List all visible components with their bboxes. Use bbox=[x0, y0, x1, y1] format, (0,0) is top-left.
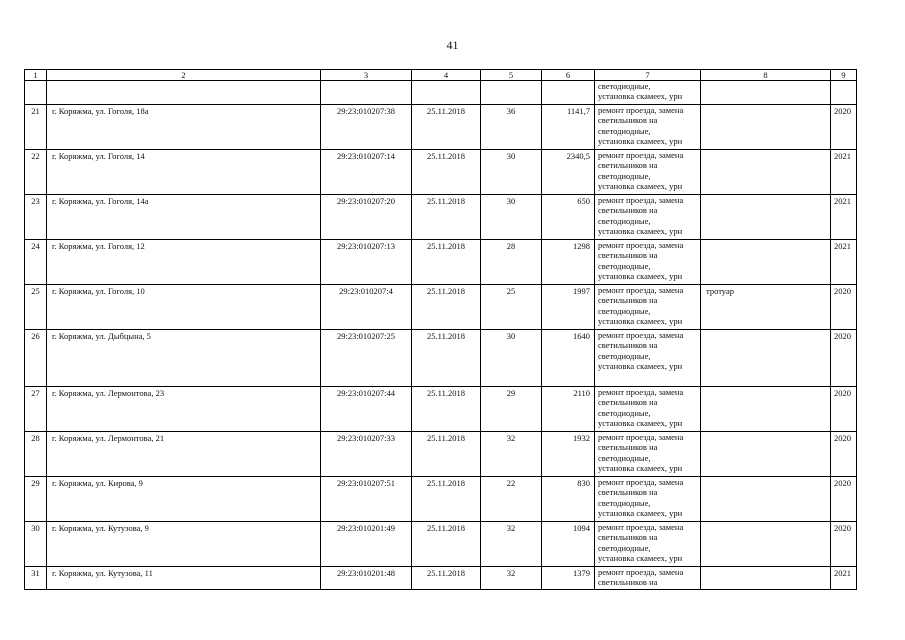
works-cell bbox=[595, 105, 701, 150]
table-row bbox=[25, 522, 857, 567]
works-cell bbox=[595, 150, 701, 195]
works-line: установка скамеех, урн bbox=[598, 507, 683, 518]
works-cell bbox=[595, 387, 701, 432]
column8-cell bbox=[701, 432, 831, 477]
row-number: 30 bbox=[25, 522, 47, 567]
column6-cell: 1932 bbox=[542, 432, 595, 477]
table-row bbox=[25, 432, 857, 477]
address-cell: г. Коряжма, ул. Гоголя, 18а bbox=[47, 105, 321, 150]
works-line: светильников на bbox=[598, 397, 658, 408]
address-cell: г. Коряжма, ул. Лермонтова, 21 bbox=[47, 432, 321, 477]
column8-cell bbox=[701, 522, 831, 567]
works-line: светильников на bbox=[598, 115, 658, 126]
cadastral-number-cell: 29:23:010201:49 bbox=[321, 522, 412, 567]
works-line: установка скамеех, урн bbox=[598, 360, 683, 371]
year-cell bbox=[831, 81, 857, 105]
cadastral-number-cell: 29:23:010207:13 bbox=[321, 240, 412, 285]
year-cell: 2020 bbox=[831, 285, 857, 330]
table-row bbox=[25, 477, 857, 522]
column5-cell: 22 bbox=[481, 477, 542, 522]
works-line: светильников на bbox=[598, 295, 658, 306]
column-header: 8 bbox=[701, 70, 831, 81]
works-line: светильников на bbox=[598, 205, 658, 216]
works-cell bbox=[595, 432, 701, 477]
table-row bbox=[25, 567, 857, 590]
year-cell: 2021 bbox=[831, 567, 857, 590]
cadastral-number-cell: 29:23:010207:38 bbox=[321, 105, 412, 150]
column6-cell: 830 bbox=[542, 477, 595, 522]
column8-cell bbox=[701, 105, 831, 150]
works-line: светодиодные, bbox=[598, 260, 651, 271]
date-cell: 25.11.2018 bbox=[412, 105, 481, 150]
column-header: 6 bbox=[542, 70, 595, 81]
row-number: 22 bbox=[25, 150, 47, 195]
cadastral-number-cell: 29:23:010207:25 bbox=[321, 330, 412, 387]
column8-cell: тротуар bbox=[701, 285, 831, 330]
works-line: ремонт проезда, замена bbox=[598, 387, 684, 397]
column5-cell: 32 bbox=[481, 522, 542, 567]
row-number: 23 bbox=[25, 195, 47, 240]
works-line: установка скамеех, урн bbox=[598, 180, 683, 191]
works-line: ремонт проезда, замена bbox=[598, 285, 684, 295]
works-line: ремонт проезда, замена bbox=[598, 567, 684, 577]
year-cell: 2021 bbox=[831, 240, 857, 285]
works-cell bbox=[595, 567, 701, 590]
works-cell bbox=[595, 285, 701, 330]
column6-cell: 650 bbox=[542, 195, 595, 240]
works-line: установка скамеех, урн bbox=[598, 91, 683, 102]
works-line: ремонт проезда, замена bbox=[598, 432, 684, 442]
column5-cell: 30 bbox=[481, 330, 542, 387]
cadastral-number-cell: 29:23:010207:51 bbox=[321, 477, 412, 522]
works-cell bbox=[595, 240, 701, 285]
works-line: установка скамеех, урн bbox=[598, 135, 683, 146]
table-row bbox=[25, 330, 857, 387]
column5-cell: 28 bbox=[481, 240, 542, 285]
works-cell bbox=[595, 195, 701, 240]
column6-cell: 1298 bbox=[542, 240, 595, 285]
table-row bbox=[25, 105, 857, 150]
works-line: светильников на bbox=[598, 442, 658, 453]
works-line: ремонт проезда, замена bbox=[598, 330, 684, 340]
year-cell: 2020 bbox=[831, 105, 857, 150]
date-cell: 25.11.2018 bbox=[412, 387, 481, 432]
date-cell: 25.11.2018 bbox=[412, 240, 481, 285]
column8-cell bbox=[701, 567, 831, 590]
address-cell: г. Коряжма, ул. Кирова, 9 bbox=[47, 477, 321, 522]
works-line: светодиодные, bbox=[598, 542, 651, 553]
works-line: светодиодные, bbox=[598, 497, 651, 508]
address-cell: г. Коряжма, ул. Кутузова, 9 bbox=[47, 522, 321, 567]
date-cell: 25.11.2018 bbox=[412, 567, 481, 590]
column-header: 4 bbox=[412, 70, 481, 81]
works-line: установка скамеех, урн bbox=[598, 270, 683, 281]
cadastral-number-cell: 29:23:010207:14 bbox=[321, 150, 412, 195]
table-row bbox=[25, 240, 857, 285]
column6-cell: 2340,5 bbox=[542, 150, 595, 195]
column5-cell: 32 bbox=[481, 567, 542, 590]
cadastral-number-cell: 29:23:010207:20 bbox=[321, 195, 412, 240]
column-header: 2 bbox=[47, 70, 321, 81]
works-line: ремонт проезда, замена bbox=[598, 477, 684, 487]
date-cell: 25.11.2018 bbox=[412, 432, 481, 477]
works-cell bbox=[595, 330, 701, 387]
works-line: установка скамеех, урн bbox=[598, 225, 683, 236]
address-cell: г. Коряжма, ул. Лермонтова, 23 bbox=[47, 387, 321, 432]
column8-cell bbox=[701, 81, 831, 105]
works-line: светильников на bbox=[598, 340, 658, 351]
header-row bbox=[25, 70, 857, 81]
column6-cell bbox=[542, 81, 595, 105]
column6-cell: 2110 bbox=[542, 387, 595, 432]
date-cell bbox=[412, 81, 481, 105]
year-cell: 2020 bbox=[831, 387, 857, 432]
cadastral-number-cell bbox=[321, 81, 412, 105]
column8-cell bbox=[701, 150, 831, 195]
row-number bbox=[25, 81, 47, 105]
column6-cell: 1640 bbox=[542, 330, 595, 387]
column5-cell: 25 bbox=[481, 285, 542, 330]
address-cell bbox=[47, 81, 321, 105]
row-number: 21 bbox=[25, 105, 47, 150]
works-line: светодиодные, bbox=[598, 350, 651, 361]
cadastral-number-cell: 29:23:010207:44 bbox=[321, 387, 412, 432]
date-cell: 25.11.2018 bbox=[412, 195, 481, 240]
works-line: светодиодные, bbox=[598, 452, 651, 463]
column5-cell: 36 bbox=[481, 105, 542, 150]
address-cell: г. Коряжма, ул. Дыбцына, 5 bbox=[47, 330, 321, 387]
works-line: светильников на bbox=[598, 250, 658, 261]
column-header: 1 bbox=[25, 70, 47, 81]
row-number: 28 bbox=[25, 432, 47, 477]
table-row bbox=[25, 195, 857, 240]
row-number: 27 bbox=[25, 387, 47, 432]
cadastral-number-cell: 29:23:010207:4 bbox=[321, 285, 412, 330]
column8-cell bbox=[701, 195, 831, 240]
column6-cell: 1997 bbox=[542, 285, 595, 330]
row-number: 29 bbox=[25, 477, 47, 522]
column8-cell bbox=[701, 387, 831, 432]
works-line: светильников на bbox=[598, 577, 658, 588]
works-line: установка скамеех, урн bbox=[598, 315, 683, 326]
column5-cell bbox=[481, 81, 542, 105]
works-line: ремонт проезда, замена bbox=[598, 150, 684, 160]
works-line: ремонт проезда, замена bbox=[598, 522, 684, 532]
column-header: 9 bbox=[831, 70, 857, 81]
page-number: 41 bbox=[446, 38, 459, 52]
row-number: 31 bbox=[25, 567, 47, 590]
works-line: ремонт проезда, замена bbox=[598, 240, 684, 250]
column8-cell bbox=[701, 477, 831, 522]
works-line: установка скамеех, урн bbox=[598, 462, 683, 473]
table-row bbox=[25, 150, 857, 195]
column5-cell: 30 bbox=[481, 150, 542, 195]
year-cell: 2021 bbox=[831, 150, 857, 195]
table-row bbox=[25, 285, 857, 330]
date-cell: 25.11.2018 bbox=[412, 285, 481, 330]
works-cell bbox=[595, 477, 701, 522]
column-header: 5 bbox=[481, 70, 542, 81]
column6-cell: 1379 bbox=[542, 567, 595, 590]
column5-cell: 29 bbox=[481, 387, 542, 432]
date-cell: 25.11.2018 bbox=[412, 150, 481, 195]
address-cell: г. Коряжма, ул. Гоголя, 10 bbox=[47, 285, 321, 330]
date-cell: 25.11.2018 bbox=[412, 330, 481, 387]
works-line: ремонт проезда, замена bbox=[598, 195, 684, 205]
row-number: 25 bbox=[25, 285, 47, 330]
year-cell: 2020 bbox=[831, 477, 857, 522]
table-row bbox=[25, 81, 857, 105]
address-cell: г. Коряжма, ул. Гоголя, 14 bbox=[47, 150, 321, 195]
column8-cell bbox=[701, 240, 831, 285]
works-line: ремонт проезда, замена bbox=[598, 105, 684, 115]
column-header: 7 bbox=[595, 70, 701, 81]
works-cell bbox=[595, 81, 701, 105]
year-cell: 2020 bbox=[831, 432, 857, 477]
works-line: светодиодные, bbox=[598, 170, 651, 181]
works-line: установка скамеех, урн bbox=[598, 417, 683, 428]
year-cell: 2020 bbox=[831, 522, 857, 567]
year-cell: 2020 bbox=[831, 330, 857, 387]
works-line: светодиодные, bbox=[598, 407, 651, 418]
date-cell: 25.11.2018 bbox=[412, 522, 481, 567]
works-cell bbox=[595, 522, 701, 567]
works-line: светильников на bbox=[598, 532, 658, 543]
year-cell: 2021 bbox=[831, 195, 857, 240]
date-cell: 25.11.2018 bbox=[412, 477, 481, 522]
cadastral-number-cell: 29:23:010201:48 bbox=[321, 567, 412, 590]
table-row bbox=[25, 387, 857, 432]
works-line: установка скамеех, урн bbox=[598, 552, 683, 563]
column5-cell: 32 bbox=[481, 432, 542, 477]
works-line: светодиодные, bbox=[598, 125, 651, 136]
column6-cell: 1141,7 bbox=[542, 105, 595, 150]
address-cell: г. Коряжма, ул. Кутузова, 11 bbox=[47, 567, 321, 590]
works-line: светодиодные, bbox=[598, 305, 651, 316]
works-line: светильников на bbox=[598, 487, 658, 498]
works-line: светильников на bbox=[598, 160, 658, 171]
address-cell: г. Коряжма, ул. Гоголя, 14а bbox=[47, 195, 321, 240]
address-cell: г. Коряжма, ул. Гоголя, 12 bbox=[47, 240, 321, 285]
works-line: светодиодные, bbox=[598, 215, 651, 226]
data-table bbox=[24, 69, 857, 590]
column5-cell: 30 bbox=[481, 195, 542, 240]
row-number: 26 bbox=[25, 330, 47, 387]
works-line: светодиодные, bbox=[598, 81, 651, 91]
column-header: 3 bbox=[321, 70, 412, 81]
column8-cell bbox=[701, 330, 831, 387]
row-number: 24 bbox=[25, 240, 47, 285]
column6-cell: 1094 bbox=[542, 522, 595, 567]
cadastral-number-cell: 29:23:010207:33 bbox=[321, 432, 412, 477]
